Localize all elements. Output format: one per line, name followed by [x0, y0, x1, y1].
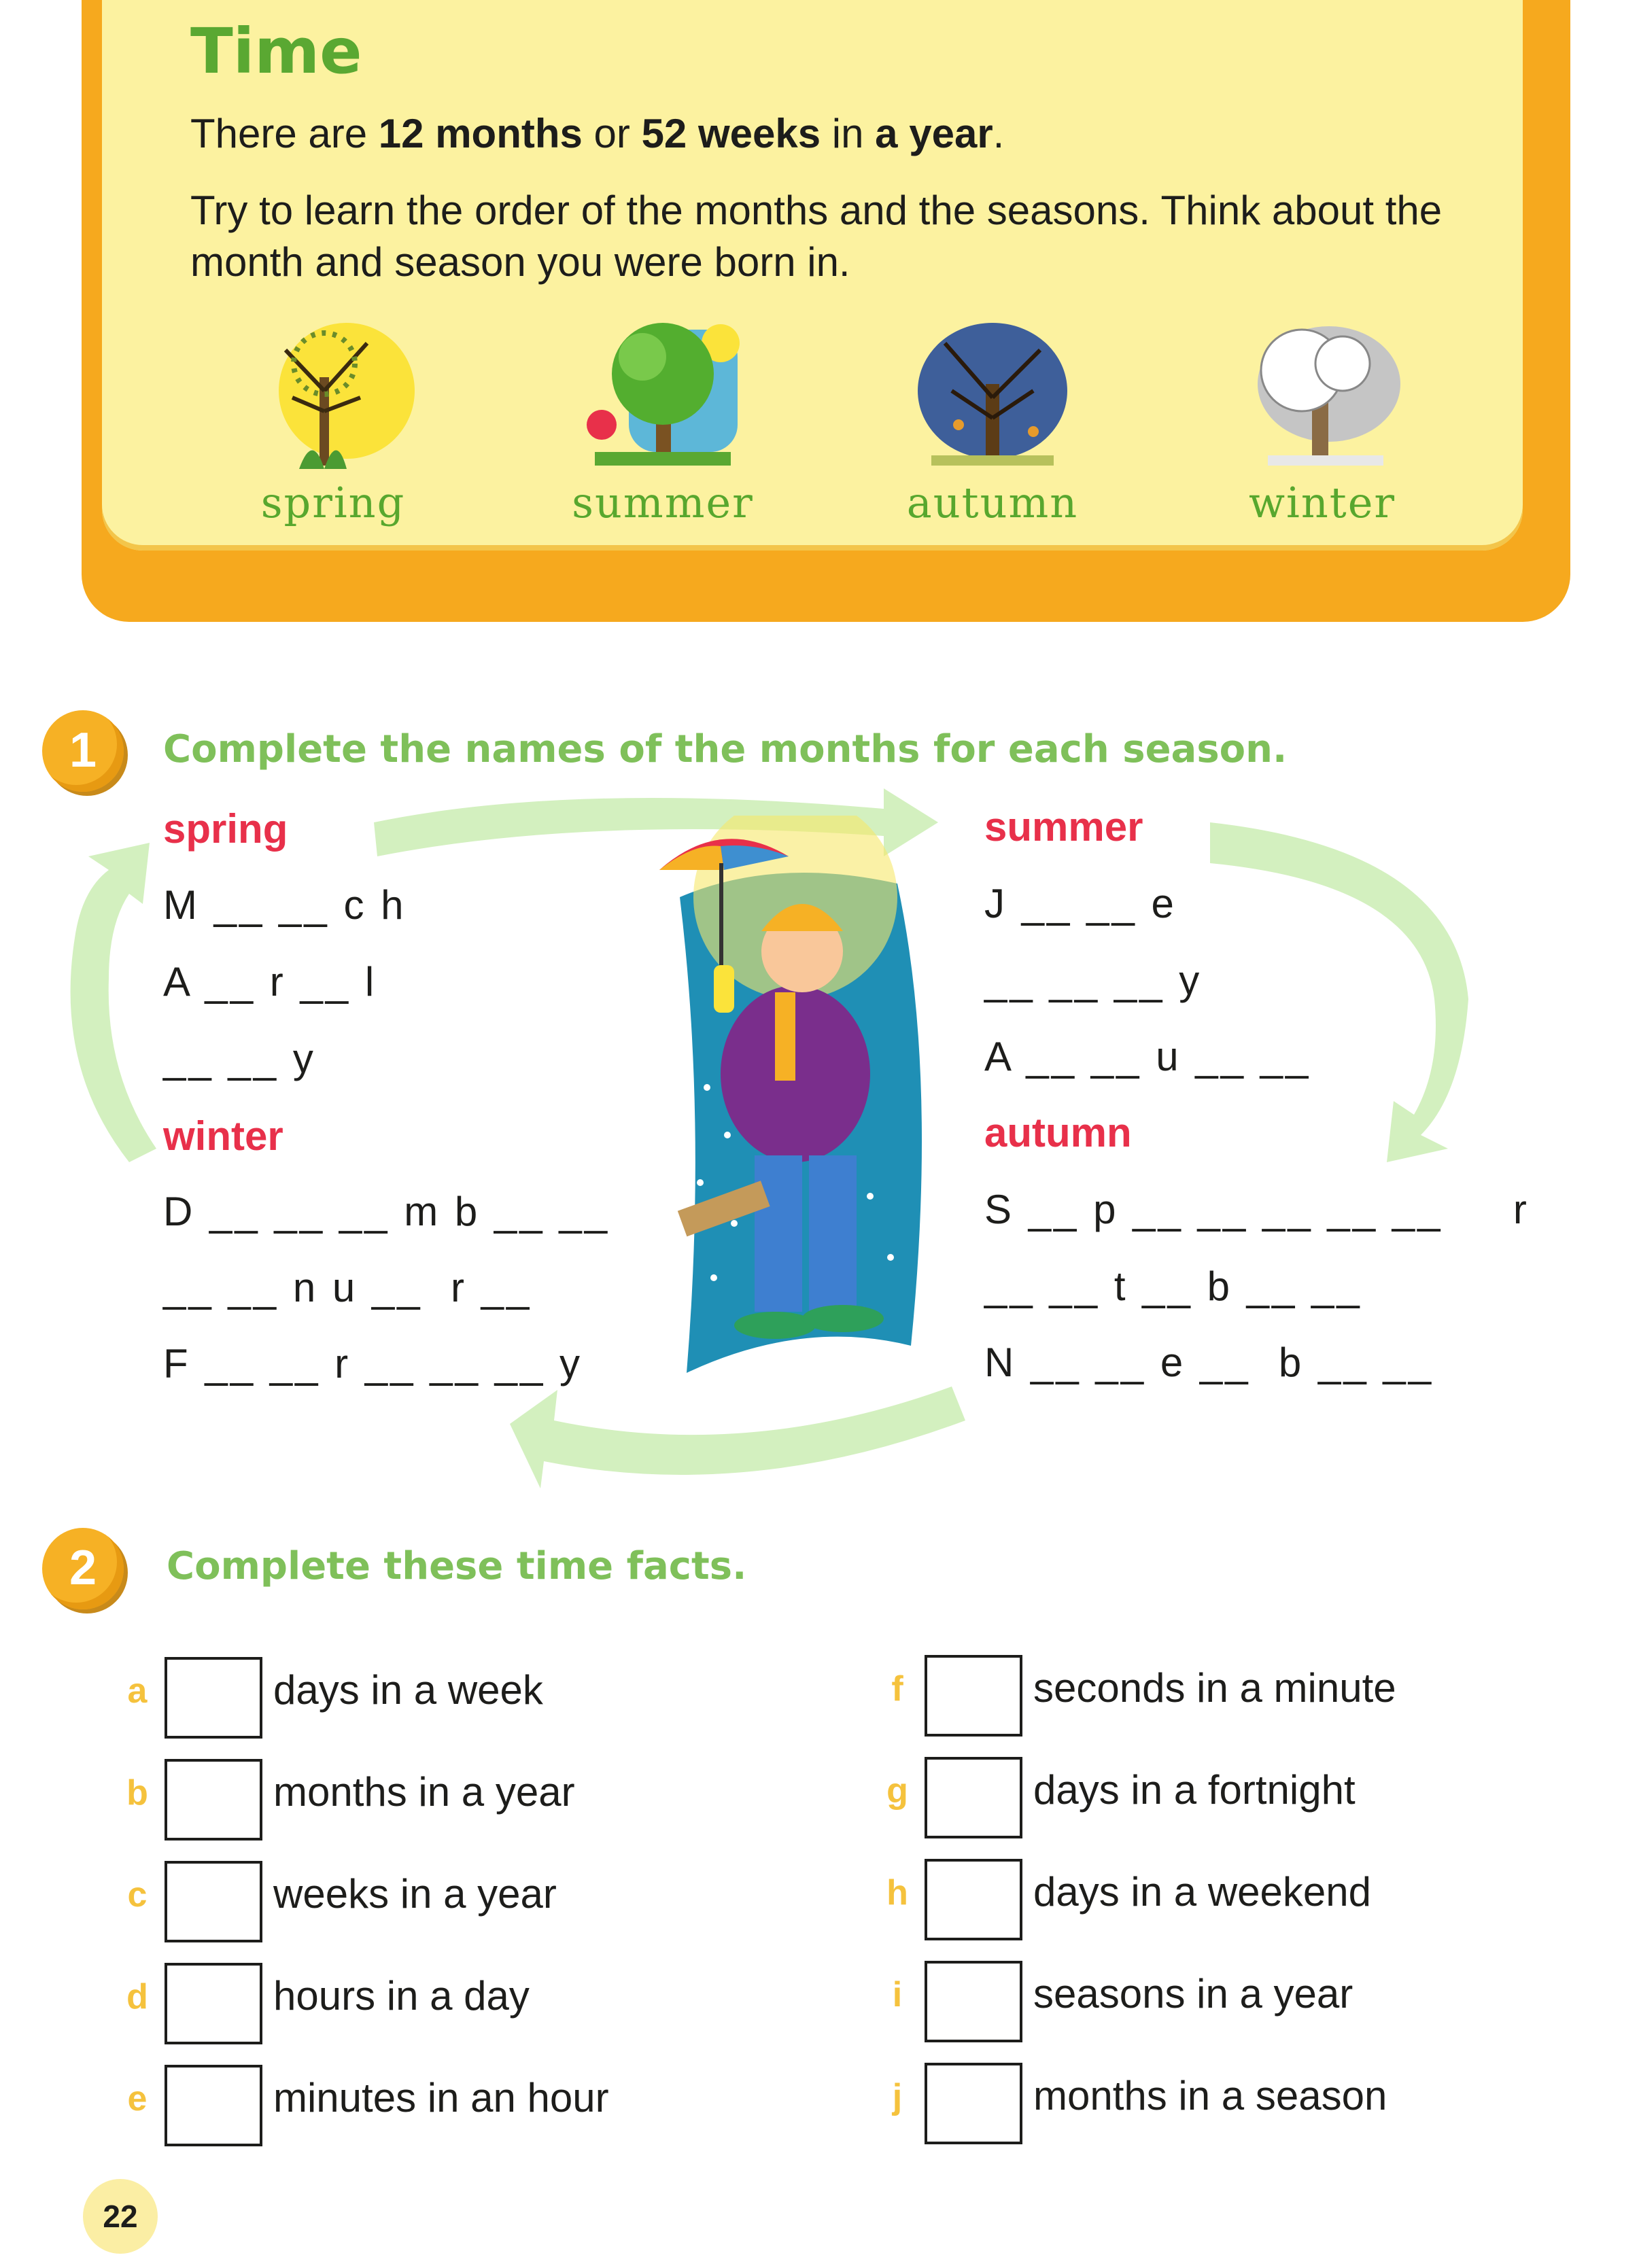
month-summer-3[interactable]: A __ __ u __ __ [984, 1034, 1311, 1079]
season-autumn [891, 316, 1094, 527]
answer-box[interactable] [925, 2063, 1022, 2144]
exercise-2-instruction: Complete these time facts. [167, 1544, 747, 1588]
fact-letter: a [127, 1671, 148, 1711]
fact-text: months in a season [1033, 2073, 1387, 2118]
winter-tree-icon [1234, 316, 1411, 472]
month-autumn-2[interactable]: __ __ t __ b __ __ [984, 1263, 1362, 1309]
answer-box[interactable] [165, 2065, 262, 2146]
answer-box[interactable] [925, 1961, 1022, 2042]
arrow-summer-to-autumn-icon [1210, 822, 1468, 1162]
heading-summer: summer [984, 804, 1143, 850]
winter-boy-illustration [639, 816, 952, 1393]
answer-box[interactable] [165, 1657, 262, 1739]
fact-letter: f [891, 1669, 903, 1709]
heading-autumn: autumn [984, 1110, 1132, 1155]
exercise-2-badge: 2 [42, 1528, 124, 1609]
page-title: Time [190, 15, 362, 88]
month-spring-2[interactable]: A __ r __ l [163, 959, 377, 1005]
season-spring [231, 316, 435, 527]
answer-box[interactable] [925, 1655, 1022, 1737]
fact-letter: h [886, 1873, 908, 1913]
page-number: 22 [83, 2179, 158, 2254]
season-label-spring: spring [260, 478, 406, 527]
fact-letter: g [886, 1771, 908, 1811]
answer-box[interactable] [165, 1963, 262, 2044]
fact-text: days in a weekend [1033, 1869, 1371, 1915]
heading-winter: winter [163, 1113, 283, 1159]
answer-box[interactable] [165, 1759, 262, 1840]
season-summer [561, 316, 765, 527]
heading-spring: spring [163, 806, 288, 852]
month-spring-1[interactable]: M __ __ c h [163, 882, 407, 928]
answer-box[interactable] [925, 1757, 1022, 1838]
intro-line-2: Try to learn the order of the months and the seasons. Think about the month and season you were born in. [190, 188, 1443, 285]
exercise-1-badge: 1 [42, 710, 124, 792]
fact-text: minutes in an hour [273, 2075, 609, 2121]
fact-text: seconds in a minute [1033, 1665, 1396, 1711]
exercise-1-instruction: Complete the names of the months for each season. [163, 727, 1288, 771]
month-summer-1[interactable]: J __ __ e [984, 881, 1177, 926]
answer-box[interactable] [165, 1861, 262, 1942]
month-winter-1[interactable]: D __ __ __ m b __ __ [163, 1189, 610, 1234]
season-winter [1220, 316, 1424, 527]
fact-text: days in a week [273, 1667, 543, 1713]
fact-letter: j [892, 2077, 903, 2116]
fact-text: hours in a day [273, 1973, 530, 2019]
month-spring-3[interactable]: __ __ y [163, 1036, 316, 1081]
month-autumn-3[interactable]: N __ __ e __ b __ __ [984, 1340, 1434, 1385]
season-label-summer: summer [572, 478, 754, 527]
summer-tree-icon [574, 316, 751, 472]
fact-letter: e [127, 2079, 148, 2118]
season-label-winter: winter [1248, 478, 1396, 527]
intro-line-1: There are 12 months or 52 weeks in a year. [190, 111, 1005, 156]
month-winter-3[interactable]: F __ __ r __ __ __ y [163, 1341, 583, 1386]
fact-letter: b [126, 1773, 148, 1813]
month-winter-2[interactable]: __ __ n u __ r __ [163, 1265, 532, 1310]
fact-letter: c [127, 1875, 148, 1915]
fact-text: months in a year [273, 1769, 575, 1815]
autumn-tree-icon [904, 316, 1081, 472]
month-summer-2[interactable]: __ __ __ y [984, 958, 1203, 1003]
arrow-winter-to-spring-icon [71, 843, 156, 1162]
fact-letter: d [126, 1977, 148, 2017]
spring-tree-icon [245, 316, 421, 472]
season-label-autumn: autumn [906, 478, 1079, 527]
answer-box[interactable] [925, 1859, 1022, 1940]
month-autumn-1[interactable]: S __ p __ __ __ __ __ r [984, 1187, 1530, 1232]
fact-text: days in a fortnight [1033, 1767, 1356, 1813]
fact-text: weeks in a year [273, 1871, 557, 1917]
fact-letter: i [892, 1975, 903, 2014]
fact-text: seasons in a year [1033, 1971, 1353, 2017]
arrow-autumn-to-winter-icon [510, 1386, 965, 1488]
